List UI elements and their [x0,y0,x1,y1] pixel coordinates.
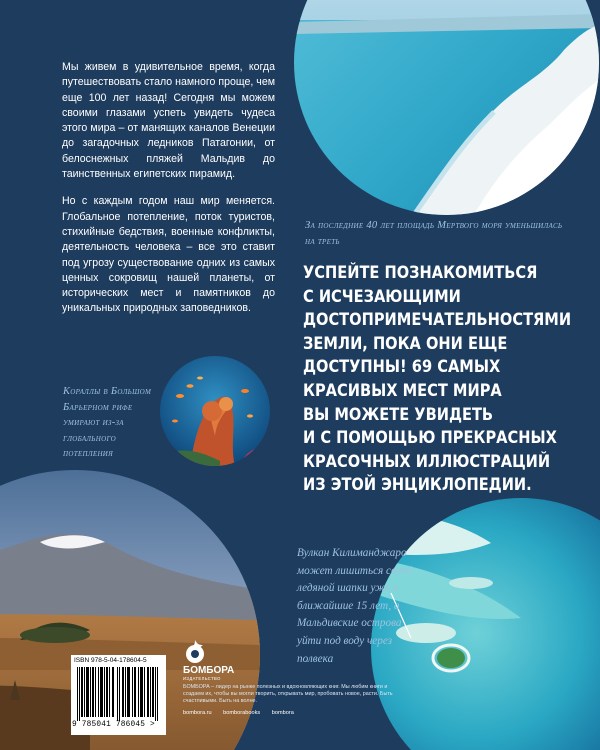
headline-line: С ИСЧЕЗАЮЩИМИ [303,286,461,307]
website-link[interactable]: bombora.ru [183,710,212,716]
headline-line: ВЫ МОЖЕТЕ УВИДЕТЬ [303,404,494,425]
telegram-link[interactable]: bombora [271,710,294,716]
headline-line: ЗЕМЛИ, ПОКА ОНИ ЕЩЕ [303,333,508,354]
headline-line: КРАСОЧНЫХ ИЛЛЮСТРАЦИЙ [303,451,551,472]
headline-line: КРАСИВЫХ МЕСТ МИРА [303,380,502,401]
headline-line: ИЗ ЭТОЙ ЭНЦИКЛОПЕДИИ. [303,475,532,496]
publisher-subtitle: ИЗДАТЕЛЬСТВО [183,676,221,681]
isbn-label: ISBN 978-5-04-178604-5 [74,657,147,664]
intro-paragraph-2: Но с каждым годом наш мир меняется. Глобальное потепление, поток туристов, стихийные бедствия, военные конфликты, деятельность человека – все это ставит под угрозу существование одних из самых ценных сокровищ нашей планеты, от исторических мест и памятников до уникальных природных заповедников. [62,195,275,315]
intro-paragraph-1: Мы живем в удивительное время, когда путешествовать стало намного проще, чем еще 100 лет назад! Сегодня мы можем своими глазами успеть увидеть чудеса этого мира – от манящих каналов Венеции до загадочных ледников Патагонии, от белоснежных пляжей Мальдив до таинственных египетских пирамид. [62,61,275,181]
bombora-logo-icon [183,638,211,666]
intro-text [62,60,275,329]
coral-reef-photo [160,356,270,466]
coral-caption: Кораллы в Большом Барьерном рифе умирают из-за глобального потепления [63,386,152,459]
headline-line: И С ПОМОЩЬЮ ПРЕКРАСНЫХ [303,428,557,449]
barcode-number: 9 785041 786045 > [72,721,155,729]
kilimanjaro-caption: Вулкан Килиманджаро может лишиться своей ледяной шапки уже в ближайшие 15 лет, а Мальдивские острова уйти под воду через полвека [297,547,412,665]
headline-line: ДОСТОПРИМЕЧАТЕЛЬНОСТЯМИ [303,310,572,331]
vk-link[interactable]: bomborabooks [223,710,261,716]
publisher-description: БОМБОРА – лидер на рынке полезных и вдохновляющих книг. Мы любим книги и создаем их, чтобы вы могли творить, открывать мир, пробовать новое, расти. Быть счастливыми. Быть на волне. [183,684,393,704]
headline-line: ДОСТУПНЫ! 69 САМЫХ [303,357,501,378]
barcode-bars [77,667,161,721]
publisher-links [183,710,304,716]
dead-sea-caption: За последние 40 лет площадь Мертвого моря уменьшилась на треть [305,220,563,247]
headline-line: УСПЕЙТЕ ПОЗНАКОМИТЬСЯ [303,263,538,283]
barcode [71,655,166,735]
dead-sea-photo [294,0,599,215]
headline [303,262,573,498]
publisher-name: БОМБОРА [183,665,235,676]
